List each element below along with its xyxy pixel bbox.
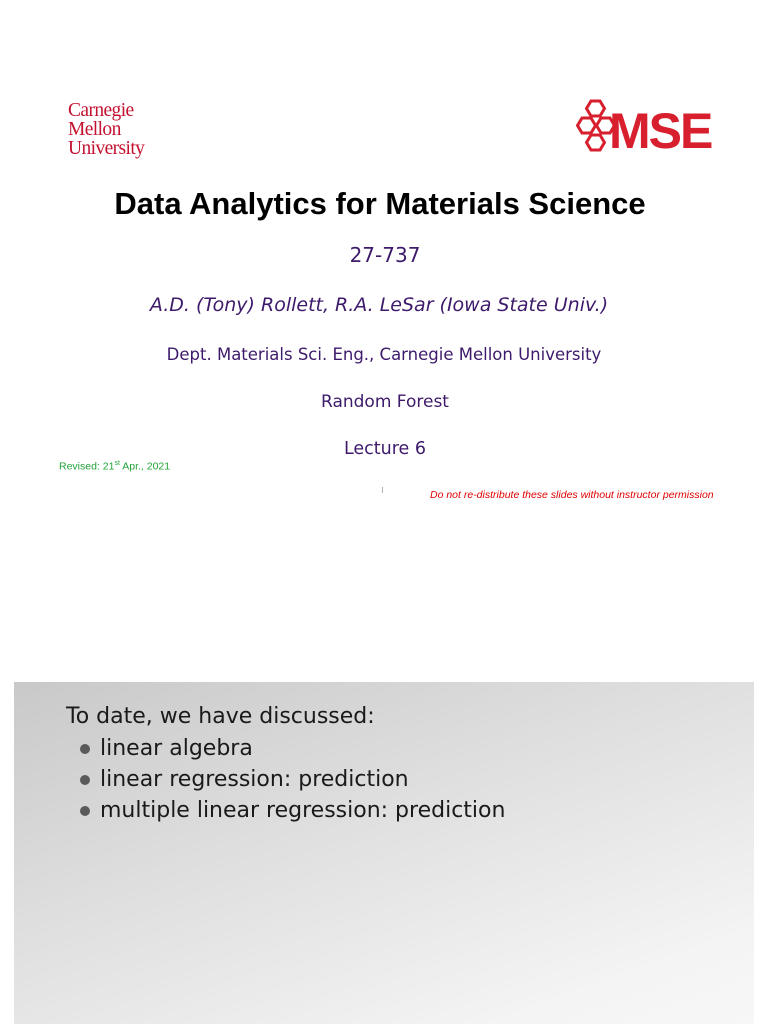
lecture-number: Lecture 6 (343, 439, 427, 459)
topics-list (80, 736, 505, 829)
cmu-logo-line-2: Mellon (68, 119, 121, 140)
list-item (80, 798, 505, 829)
list-item-text: linear regression: prediction (100, 767, 409, 792)
cmu-logo-line-3: University (68, 138, 145, 159)
course-number: 27-737 (349, 243, 421, 267)
cmu-logo-line-1: Carnegie (68, 100, 134, 121)
authors: A.D. (Tony) Rollett, R.A. LeSar (Iowa State Univ.) (149, 294, 609, 316)
revised-superscript: st (114, 460, 120, 467)
list-item (80, 736, 505, 767)
bullet-icon (80, 744, 90, 754)
department: Dept. Materials Sci. Eng., Carnegie Mellon University (166, 345, 602, 364)
slide-2-heading: To date, we have discussed: (66, 704, 375, 729)
revised-date (59, 460, 170, 473)
lecture-topic: Random Forest (321, 392, 449, 412)
list-item (80, 767, 505, 798)
list-item-text: multiple linear regression: prediction (100, 798, 506, 823)
revised-prefix: Revised: 21 (59, 460, 115, 473)
hexagon-icon (578, 118, 596, 133)
divider-tick (382, 487, 383, 493)
revised-suffix: Apr., 2021 (119, 460, 171, 473)
hexagon-icon (587, 135, 605, 150)
page-title: Data Analytics for Materials Science (114, 186, 646, 221)
mse-hexagon-logo-graphic (575, 98, 737, 154)
slide-2 (14, 682, 754, 1024)
bullet-icon (80, 775, 90, 785)
carnegie-mellon-logo (68, 101, 144, 158)
mse-logo-text: MSE (609, 103, 712, 154)
list-item-text: linear algebra (100, 736, 253, 761)
mse-logo (575, 98, 737, 154)
redistribution-notice: Do not re-distribute these slides without instructor permission (430, 489, 714, 501)
bullet-icon (80, 806, 90, 816)
hexagon-icon (587, 101, 605, 116)
